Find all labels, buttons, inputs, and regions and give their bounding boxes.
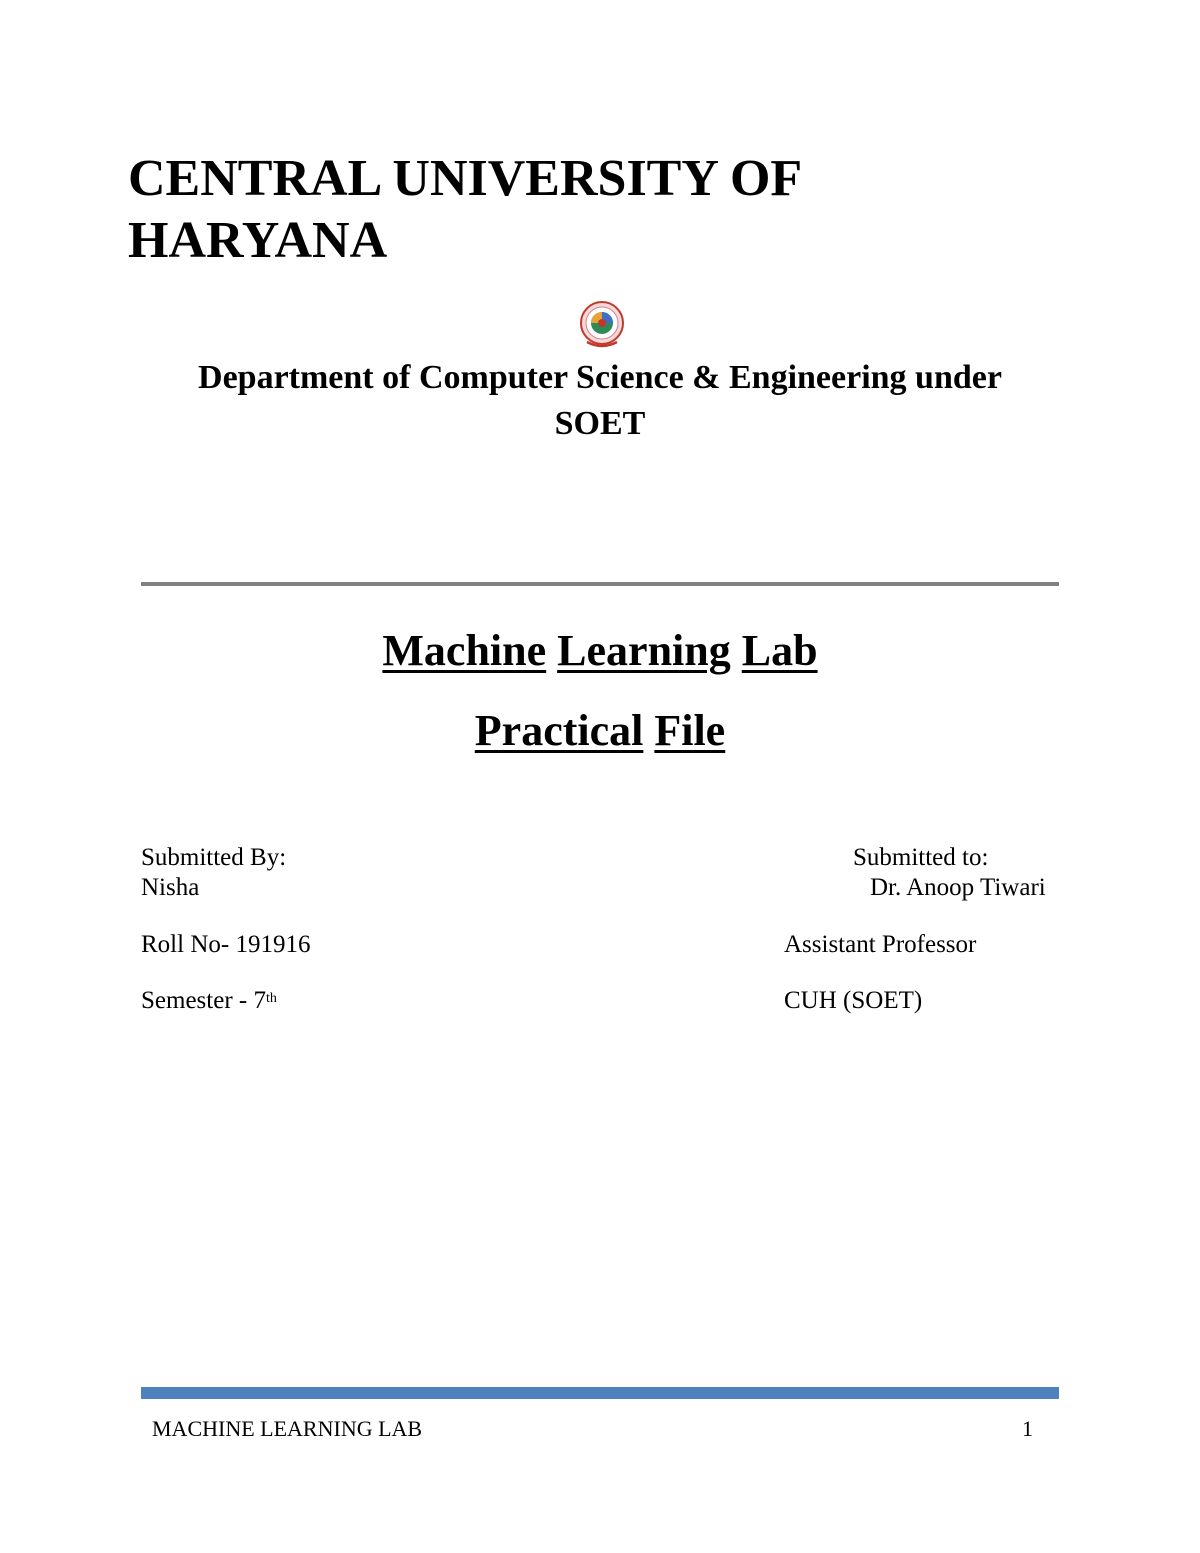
document-type-title xyxy=(100,705,1100,757)
submitted-by-label: Submitted By: xyxy=(141,844,287,871)
submitted-to-label: Submitted to: xyxy=(853,844,989,871)
supervisor-institution: CUH (SOET) xyxy=(784,987,923,1014)
footer-title: MACHINE LEARNING LAB xyxy=(152,1416,423,1441)
divider-rule xyxy=(141,582,1059,586)
semester xyxy=(141,986,277,1016)
semester-text: Semester - 7 xyxy=(141,987,266,1014)
title-word: Practical xyxy=(474,706,644,755)
title-word: File xyxy=(654,706,726,755)
university-name xyxy=(128,148,1028,272)
department-name xyxy=(100,355,1100,447)
university-name-line1: CENTRAL UNIVERSITY OF xyxy=(128,150,803,207)
university-name-line2: HARYANA xyxy=(128,212,388,269)
page-number: 1 xyxy=(1022,1416,1033,1441)
roll-number: Roll No- 191916 xyxy=(141,931,311,958)
semester-ordinal: th xyxy=(265,991,277,1006)
supervisor-designation: Assistant Professor xyxy=(784,931,977,958)
supervisor-name: Dr. Anoop Tiwari xyxy=(870,874,1046,901)
department-line1: Department of Computer Science & Engineering under xyxy=(198,359,1002,396)
title-word: Lab xyxy=(741,626,818,675)
course-title xyxy=(100,625,1100,677)
student-name: Nisha xyxy=(141,874,200,901)
department-line2: SOET xyxy=(554,405,646,442)
title-word: Machine xyxy=(382,626,547,675)
university-emblem-icon xyxy=(578,300,626,350)
footer-rule xyxy=(141,1387,1059,1399)
title-word: Learning xyxy=(557,626,731,675)
